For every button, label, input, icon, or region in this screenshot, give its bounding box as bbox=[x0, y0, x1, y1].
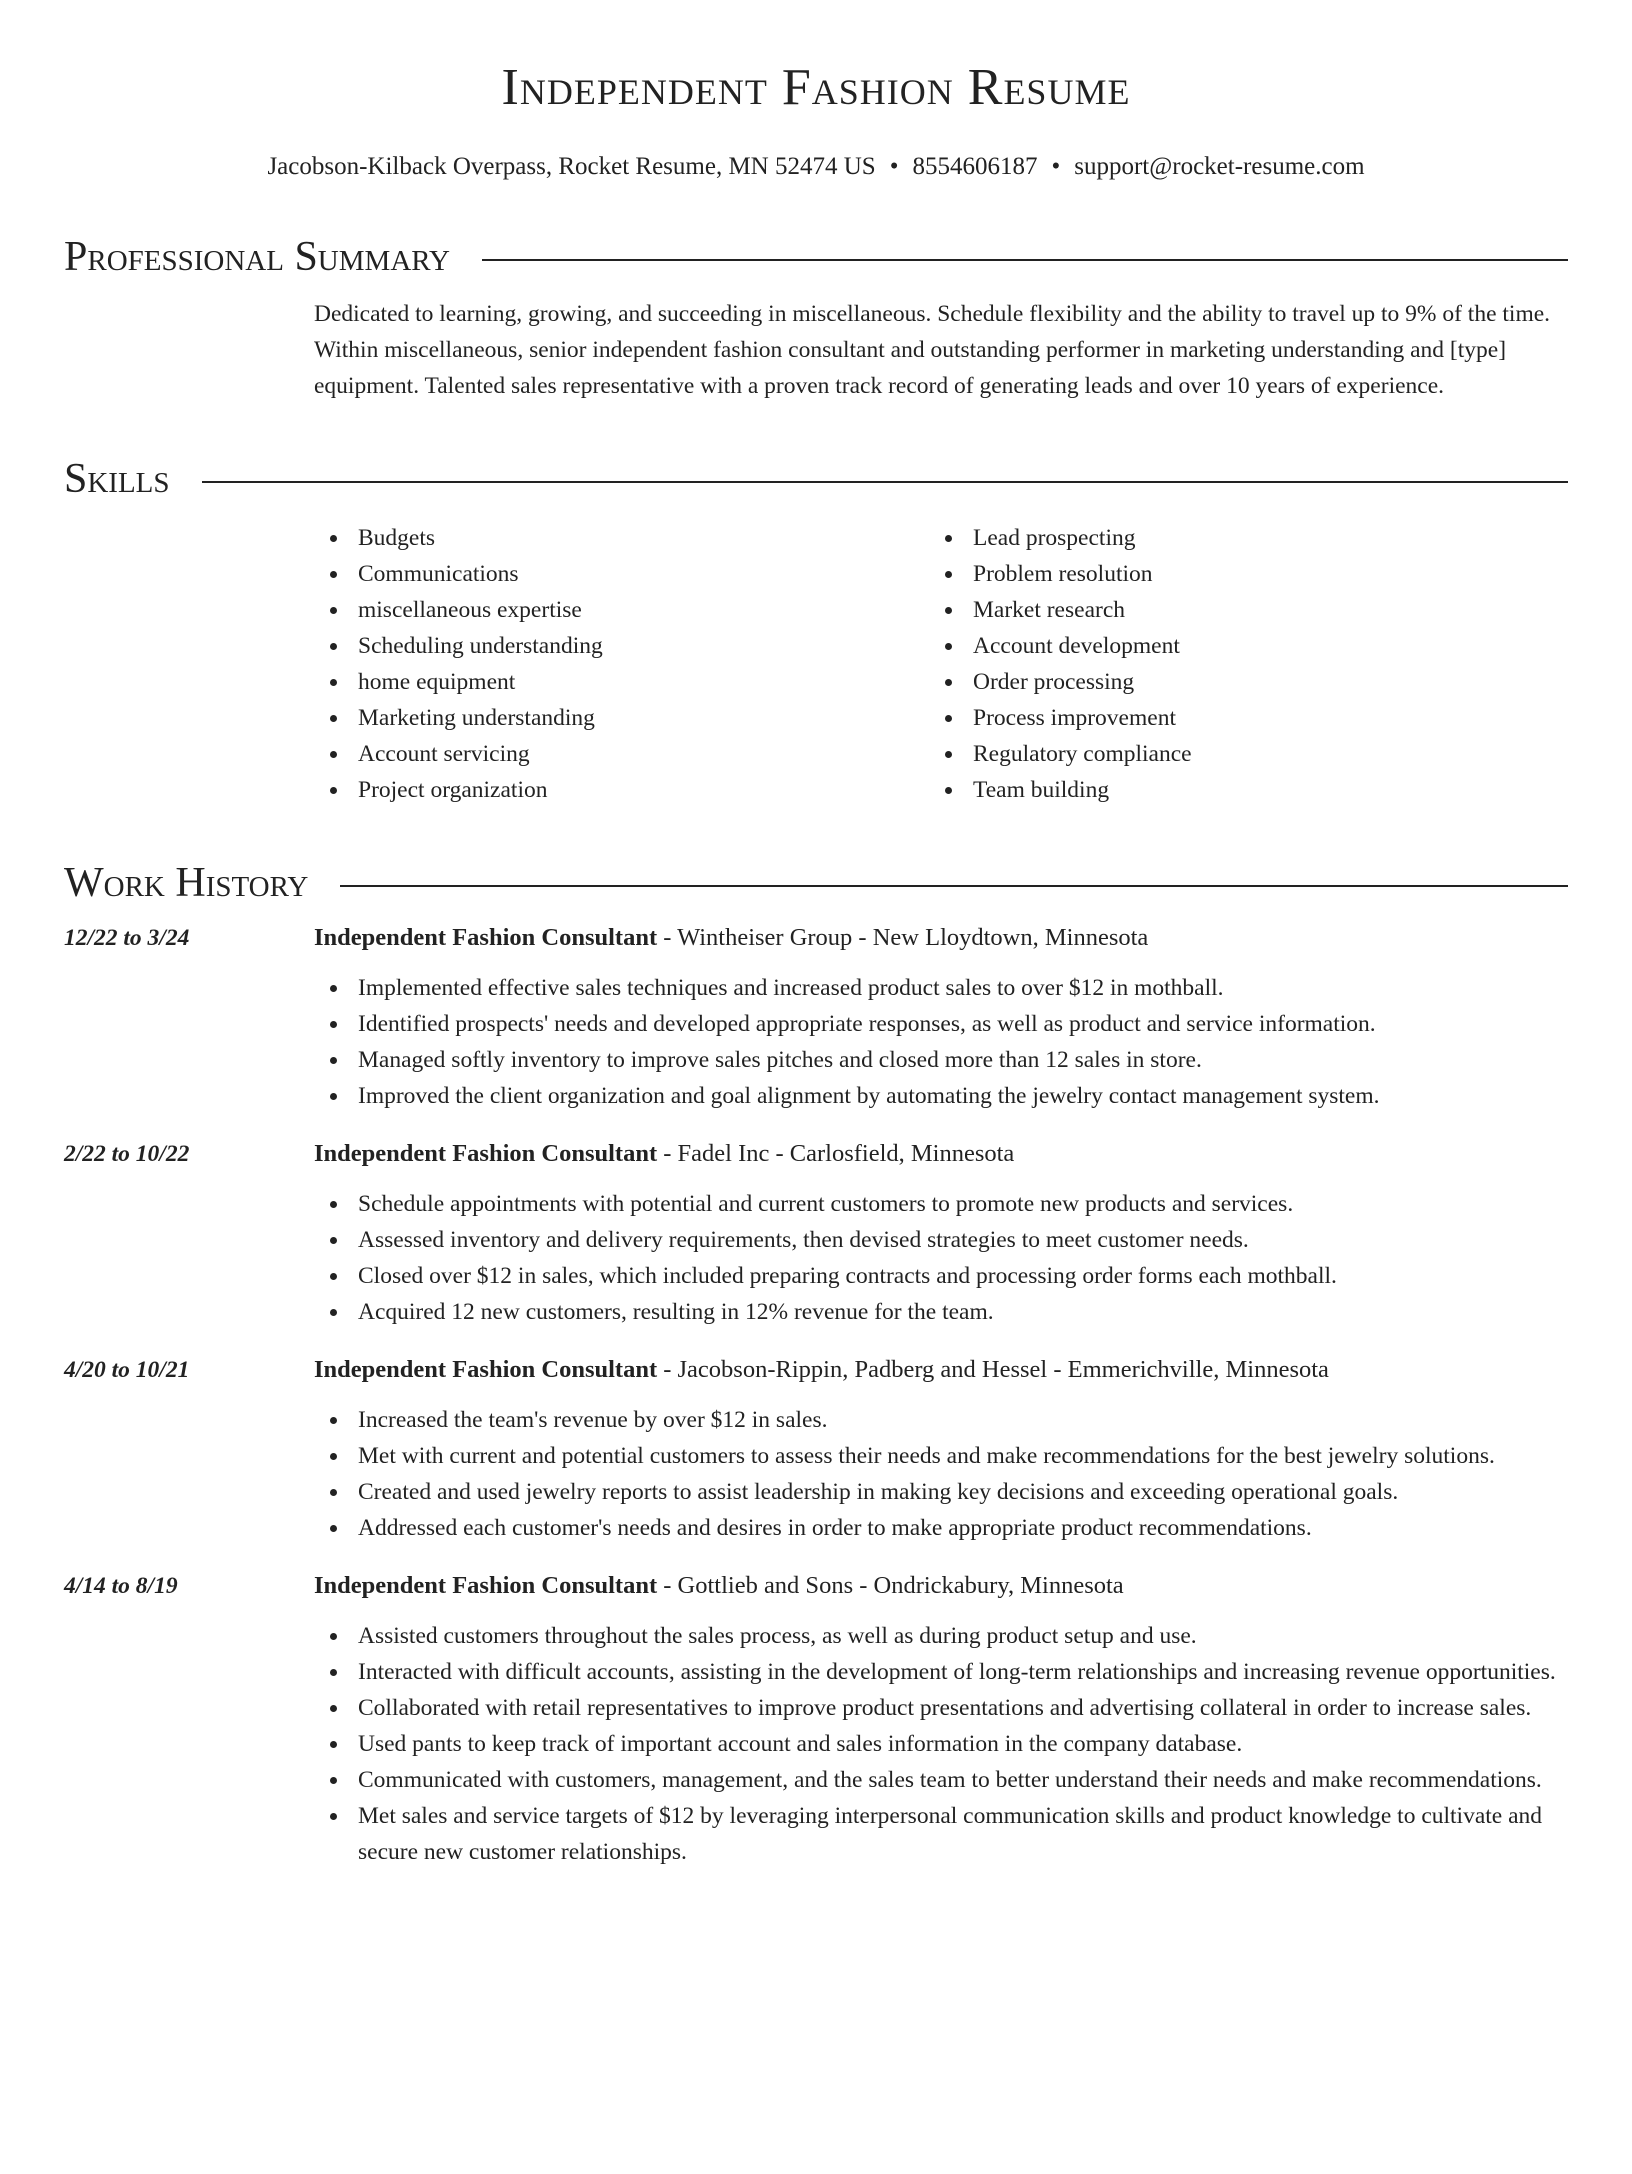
skill-item: Communications bbox=[314, 556, 929, 592]
section-divider bbox=[202, 481, 1568, 483]
job-bullet: Assessed inventory and delivery requirements, then devised strategies to meet customer needs. bbox=[314, 1222, 1568, 1258]
job-header bbox=[314, 1568, 1568, 1604]
job-bullet: Created and used jewelry reports to assist leadership in making key decisions and exceeding operational goals. bbox=[314, 1474, 1568, 1510]
job-bullet: Met with current and potential customers to assess their needs and make recommendations for the best jewelry solutions. bbox=[314, 1438, 1568, 1474]
contact-phone: 8554606187 bbox=[912, 153, 1038, 180]
summary-section-header bbox=[64, 236, 1568, 278]
job-bullet: Increased the team's revenue by over $12 in sales. bbox=[314, 1402, 1568, 1438]
job-title: Independent Fashion Consultant bbox=[314, 924, 658, 951]
skill-item: Marketing understanding bbox=[314, 700, 929, 736]
job-details: - Gottlieb and Sons - Ondrickabury, Minnesota bbox=[657, 1572, 1124, 1599]
job-content bbox=[314, 920, 1568, 1114]
job-dates: 12/22 to 3/24 bbox=[64, 925, 190, 951]
section-divider bbox=[340, 885, 1568, 887]
contact-email: support@rocket-resume.com bbox=[1074, 153, 1365, 180]
job-entry bbox=[64, 1136, 1568, 1330]
job-bullets bbox=[314, 1618, 1568, 1870]
job-title: Independent Fashion Consultant bbox=[314, 1572, 658, 1599]
job-dates: 2/22 to 10/22 bbox=[64, 1141, 190, 1167]
job-bullet: Communicated with customers, management, and the sales team to better understand their needs and make recommendations. bbox=[314, 1762, 1568, 1798]
skills-column-left bbox=[314, 520, 929, 808]
skills-column-right bbox=[929, 520, 1544, 808]
job-bullet: Addressed each customer's needs and desires in order to make appropriate product recommendations. bbox=[314, 1510, 1568, 1546]
skill-item: Scheduling understanding bbox=[314, 628, 929, 664]
summary-heading: Professional Summary bbox=[64, 234, 450, 280]
job-details: - Jacobson-Rippin, Padberg and Hessel - Emmerichville, Minnesota bbox=[657, 1356, 1329, 1383]
job-bullets bbox=[314, 1186, 1568, 1330]
skill-item: home equipment bbox=[314, 664, 929, 700]
job-bullets bbox=[314, 970, 1568, 1114]
job-bullet: Used pants to keep track of important account and sales information in the company database. bbox=[314, 1726, 1568, 1762]
skill-item: Order processing bbox=[929, 664, 1544, 700]
contact-separator: • bbox=[1051, 153, 1061, 180]
job-entry bbox=[64, 1568, 1568, 1870]
job-details: - Wintheiser Group - New Lloydtown, Minnesota bbox=[657, 924, 1149, 951]
skill-item: Account development bbox=[929, 628, 1544, 664]
job-header bbox=[314, 1136, 1568, 1172]
skill-item: Budgets bbox=[314, 520, 929, 556]
job-bullet: Schedule appointments with potential and current customers to promote new products and services. bbox=[314, 1186, 1568, 1222]
job-bullet: Acquired 12 new customers, resulting in 12% revenue for the team. bbox=[314, 1294, 1568, 1330]
job-entry bbox=[64, 1352, 1568, 1546]
work-section-header bbox=[64, 862, 1568, 904]
job-bullets bbox=[314, 1402, 1568, 1546]
skill-item: Team building bbox=[929, 772, 1544, 808]
job-title: Independent Fashion Consultant bbox=[314, 1356, 658, 1383]
job-bullet: Assisted customers throughout the sales process, as well as during product setup and use. bbox=[314, 1618, 1568, 1654]
work-history-list bbox=[64, 920, 1568, 1870]
contact-line bbox=[64, 152, 1568, 182]
job-content bbox=[314, 1568, 1568, 1870]
summary-text: Dedicated to learning, growing, and succeeding in miscellaneous. Schedule flexibility and the ability to travel up to 9% of the time. Within miscellaneous, senior independent fashion consultant and outstanding performer in marketing understanding and [type] equipment. Talented sales representative with a proven track record of generating leads and over 10 years of experience. bbox=[314, 301, 1551, 399]
job-bullet: Implemented effective sales techniques and increased product sales to over $12 in mothball. bbox=[314, 970, 1568, 1006]
job-title: Independent Fashion Consultant bbox=[314, 1140, 658, 1167]
job-header bbox=[314, 1352, 1568, 1388]
job-entry bbox=[64, 920, 1568, 1114]
skills-heading: Skills bbox=[64, 456, 170, 502]
skill-item: Project organization bbox=[314, 772, 929, 808]
job-bullet: Collaborated with retail representatives to improve product presentations and advertising collateral in order to increase sales. bbox=[314, 1690, 1568, 1726]
job-bullet: Managed softly inventory to improve sales pitches and closed more than 12 sales in store. bbox=[314, 1042, 1568, 1078]
job-content bbox=[314, 1352, 1568, 1546]
work-heading: Work History bbox=[64, 860, 309, 906]
skill-item: Lead prospecting bbox=[929, 520, 1544, 556]
skills-section-header bbox=[64, 458, 1568, 500]
resume-page bbox=[0, 59, 1632, 2174]
skill-item: Regulatory compliance bbox=[929, 736, 1544, 772]
skill-item: Problem resolution bbox=[929, 556, 1544, 592]
contact-address: Jacobson-Kilback Overpass, Rocket Resume, MN 52474 US bbox=[267, 153, 876, 180]
job-bullet: Interacted with difficult accounts, assisting in the development of long-term relationships and increasing revenue opportunities. bbox=[314, 1654, 1568, 1690]
section-divider bbox=[482, 259, 1568, 261]
job-bullet: Met sales and service targets of $12 by leveraging interpersonal communication skills and product knowledge to cultivate and secure new customer relationships. bbox=[314, 1798, 1568, 1870]
job-dates: 4/14 to 8/19 bbox=[64, 1573, 178, 1599]
skill-item: Process improvement bbox=[929, 700, 1544, 736]
resume-title: Independent Fashion Resume bbox=[501, 59, 1131, 116]
job-bullet: Identified prospects' needs and developed appropriate responses, as well as product and service information. bbox=[314, 1006, 1568, 1042]
skills-list bbox=[314, 520, 1568, 808]
job-details: - Fadel Inc - Carlosfield, Minnesota bbox=[657, 1140, 1015, 1167]
job-content bbox=[314, 1136, 1568, 1330]
job-bullet: Improved the client organization and goal alignment by automating the jewelry contact management system. bbox=[314, 1078, 1568, 1114]
job-bullet: Closed over $12 in sales, which included preparing contracts and processing order forms each mothball. bbox=[314, 1258, 1568, 1294]
skill-item: Market research bbox=[929, 592, 1544, 628]
job-dates: 4/20 to 10/21 bbox=[64, 1357, 190, 1383]
contact-separator: • bbox=[889, 153, 899, 180]
skill-item: miscellaneous expertise bbox=[314, 592, 929, 628]
skill-item: Account servicing bbox=[314, 736, 929, 772]
job-header bbox=[314, 920, 1568, 956]
